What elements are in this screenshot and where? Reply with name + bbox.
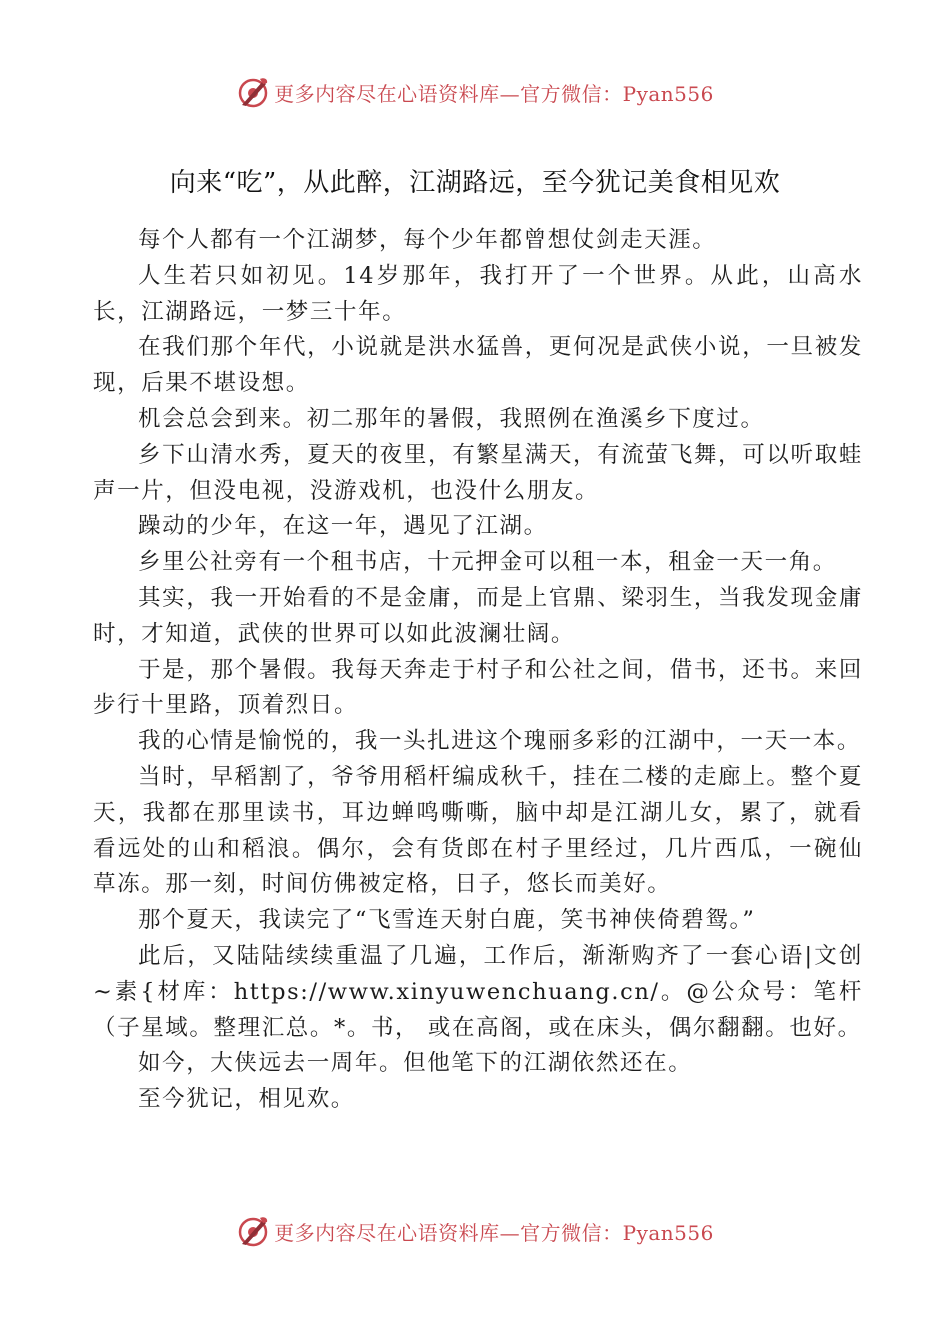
header-banner	[0, 72, 950, 112]
quill-pen-logo-icon	[236, 1214, 270, 1248]
paragraph: 乡里公社旁有一个租书店，十元押金可以租一本，租金一天一角。	[138, 549, 837, 576]
header-banner-text: 更多内容尽在心语资料库—官方微信：Pyan556	[274, 81, 714, 106]
footer-banner-text: 更多内容尽在心语资料库—官方微信：Pyan556	[274, 1220, 714, 1245]
paragraph: 此后，又陆陆续续重温了几遍，工作后，渐渐购齐了一套心语|文创~素{材库：https://www.xinyuwenchuang.cn/。@公众号：笔杆（子星域。整理汇总。*。书， 或在高阁，或在床头，偶尔翻翻。也好。	[93, 942, 863, 1041]
paragraph: 至今犹记，相见欢。	[138, 1086, 355, 1113]
paragraph: 躁动的少年，在这一年，遇见了江湖。	[138, 513, 548, 540]
paragraph: 如今，大侠远去一周年。但他笔下的江湖依然还在。	[138, 1050, 693, 1077]
paragraph: 当时，早稻割了，爷爷用稻杆编成秋千，挂在二楼的走廊上。整个夏天，我都在那里读书，耳边蝉鸣嘶嘶，脑中却是江湖儿女，累了，就看看远处的山和稻浪。偶尔，会有货郎在村子里经过，几片西瓜，一碗仙草冻。那一刻，时间仿佛被定格，日子，悠长而美好。	[93, 763, 863, 898]
paragraph: 人生若只如初见。14岁那年，我打开了一个世界。从此，山高水长，江湖路远，一梦三十年。	[93, 262, 863, 325]
quill-pen-logo-icon	[236, 75, 270, 109]
paragraph: 乡下山清水秀，夏天的夜里，有繁星满天，有流萤飞舞，可以听取蛙声一片，但没电视，没游戏机，也没什么朋友。	[93, 441, 863, 504]
paragraph: 那个夏天，我读完了“飞雪连天射白鹿，笑书神侠倚碧鸳。”	[138, 907, 756, 934]
paragraph: 其实，我一开始看的不是金庸，而是上官鼎、梁羽生，当我发现金庸时，才知道，武侠的世界可以如此波澜壮阔。	[93, 584, 863, 647]
article-body	[93, 223, 863, 1118]
paragraph: 每个人都有一个江湖梦，每个少年都曾想仗剑走天涯。	[138, 227, 717, 253]
paragraph: 我的心情是愉悦的，我一头扎进这个瑰丽多彩的江湖中，一天一本。	[138, 728, 862, 755]
paragraph: 机会总会到来。初二那年的暑假，我照例在渔溪乡下度过。	[138, 405, 765, 432]
paragraph: 在我们那个年代，小说就是洪水猛兽，更何况是武侠小说，一旦被发现，后果不堪设想。	[93, 334, 863, 397]
footer-banner	[0, 1211, 950, 1251]
document-title: 向来“吃”，从此醉，江湖路远，至今犹记美食相见欢	[169, 168, 781, 199]
paragraph: 于是，那个暑假。我每天奔走于村子和公社之间，借书，还书。来回步行十里路，顶着烈日。	[93, 656, 863, 719]
